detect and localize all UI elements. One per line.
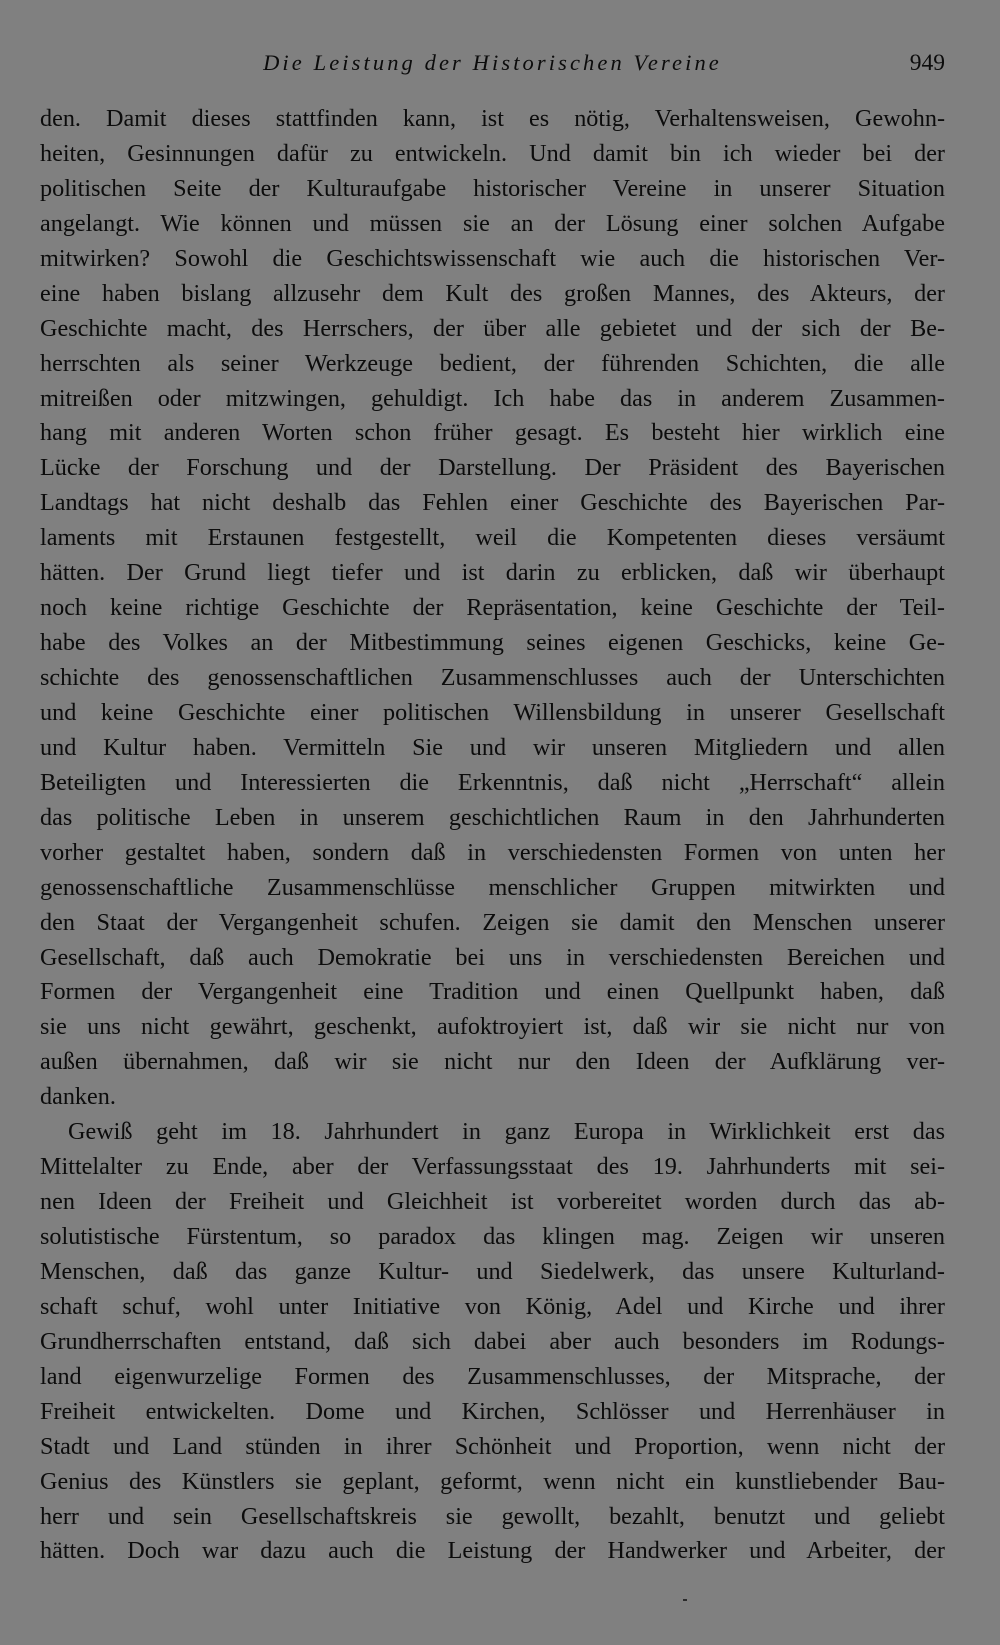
text-line: den Staat der Vergangenheit schufen. Zeigen sie damit den Menschen unserer	[40, 908, 945, 936]
paragraph	[40, 1115, 945, 1569]
running-head	[40, 48, 945, 84]
text-line: politischen Seite der Kulturaufgabe historischer Vereine in unserer Situation	[40, 174, 945, 202]
text-line: genossenschaftliche Zusammenschlüsse menschlicher Gruppen mitwirkten und	[40, 873, 945, 901]
text-line: Freiheit entwickelten. Dome und Kirchen, Schlösser und Herrenhäuser in	[40, 1397, 945, 1425]
body-text	[40, 102, 945, 1569]
paragraph	[40, 102, 945, 1115]
text-line: hätten. Der Grund liegt tiefer und ist darin zu erblicken, daß wir überhaupt	[40, 559, 945, 587]
text-line: nen Ideen der Freiheit und Gleichheit ist vorbereitet worden durch das ab-	[40, 1188, 945, 1216]
text-line: und Kultur haben. Vermitteln Sie und wir unseren Mitgliedern und allen	[40, 733, 945, 761]
text-line: laments mit Erstaunen festgestellt, weil die Kompetenten dieses versäumt	[40, 524, 945, 552]
text-line: mitreißen oder mitzwingen, gehuldigt. Ich habe das in anderem Zusammen-	[40, 384, 945, 412]
text-line: herrschten als seiner Werkzeuge bedient, der führenden Schichten, die alle	[40, 349, 945, 377]
text-line: Grundherrschaften entstand, daß sich dabei aber auch besonders im Rodungs-	[40, 1327, 945, 1355]
page-number: 949	[909, 50, 945, 76]
text-line: eine haben bislang allzusehr dem Kult des großen Mannes, des Akteurs, der	[40, 279, 945, 307]
text-line: danken.	[40, 1083, 116, 1111]
text-line: Landtags hat nicht deshalb das Fehlen einer Geschichte des Bayerischen Par-	[40, 489, 945, 517]
text-line: außen übernahmen, daß wir sie nicht nur den Ideen der Aufklärung ver-	[40, 1048, 945, 1076]
running-title: Die Leistung der Historischen Vereine	[263, 50, 722, 75]
text-line: herr und sein Gesellschaftskreis sie gewollt, bezahlt, benutzt und geliebt	[40, 1502, 945, 1530]
text-line: sie uns nicht gewährt, geschenkt, aufoktroyiert ist, daß wir sie nicht nur von	[40, 1013, 945, 1041]
text-line: habe des Volkes an der Mitbestimmung seines eigenen Geschicks, keine Ge-	[40, 629, 945, 657]
text-line: Formen der Vergangenheit eine Tradition und einen Quellpunkt haben, daß	[40, 978, 945, 1006]
text-line: vorher gestaltet haben, sondern daß in verschiedensten Formen von unten her	[40, 838, 945, 866]
text-line: Gesellschaft, daß auch Demokratie bei uns in verschiedensten Bereichen und	[40, 943, 945, 971]
text-line: heiten, Gesinnungen dafür zu entwickeln. Und damit bin ich wieder bei der	[40, 139, 945, 167]
text-line: schichte des genossenschaftlichen Zusammenschlusses auch der Unterschichten	[40, 664, 945, 691]
text-line: mitwirken? Sowohl die Geschichtswissenschaft wie auch die historischen Ver-	[40, 244, 945, 272]
text-line: Mittelalter zu Ende, aber der Verfassungsstaat des 19. Jahrhunderts mit sei-	[40, 1153, 945, 1181]
text-line: schaft schuf, wohl unter Initiative von König, Adel und Kirche und ihrer	[40, 1292, 945, 1320]
text-line: Genius des Künstlers sie geplant, geformt, wenn nicht ein kunstliebender Bau-	[40, 1467, 945, 1495]
text-line: hang mit anderen Worten schon früher gesagt. Es besteht hier wirklich eine	[40, 419, 945, 447]
text-line: angelangt. Wie können und müssen sie an der Lösung einer solchen Aufgabe	[40, 209, 945, 237]
text-line: hätten. Doch war dazu auch die Leistung der Handwerker und Arbeiter, der	[40, 1537, 945, 1565]
text-line: Gewiß geht im 18. Jahrhundert in ganz Europa in Wirklichkeit erst das	[68, 1118, 945, 1146]
text-line: Lücke der Forschung und der Darstellung. Der Präsident des Bayerischen	[40, 454, 945, 482]
text-line: Geschichte macht, des Herrschers, der über alle gebietet und der sich der Be-	[40, 314, 945, 342]
text-line: und keine Geschichte einer politischen Willensbildung in unserer Gesellschaft	[40, 698, 945, 726]
text-line: Menschen, daß das ganze Kultur- und Siedelwerk, das unsere Kulturland-	[40, 1257, 945, 1285]
text-line: land eigenwurzelige Formen des Zusammenschlusses, der Mitsprache, der	[40, 1362, 945, 1390]
text-line: Stadt und Land stünden in ihrer Schönheit und Proportion, wenn nicht der	[40, 1432, 945, 1460]
text-line: Beteiligten und Interessierten die Erkenntnis, daß nicht „Herrschaft“ allein	[40, 768, 945, 796]
text-line: noch keine richtige Geschichte der Repräsentation, keine Geschichte der Teil-	[40, 594, 945, 622]
text-line: das politische Leben in unserem geschichtlichen Raum in den Jahrhunderten	[40, 803, 945, 831]
text-line: den. Damit dieses stattfinden kann, ist es nötig, Verhaltensweisen, Gewohn-	[40, 105, 945, 132]
print-speck	[683, 1599, 687, 1601]
text-line: solutistische Fürstentum, so paradox das klingen mag. Zeigen wir unseren	[40, 1223, 945, 1250]
